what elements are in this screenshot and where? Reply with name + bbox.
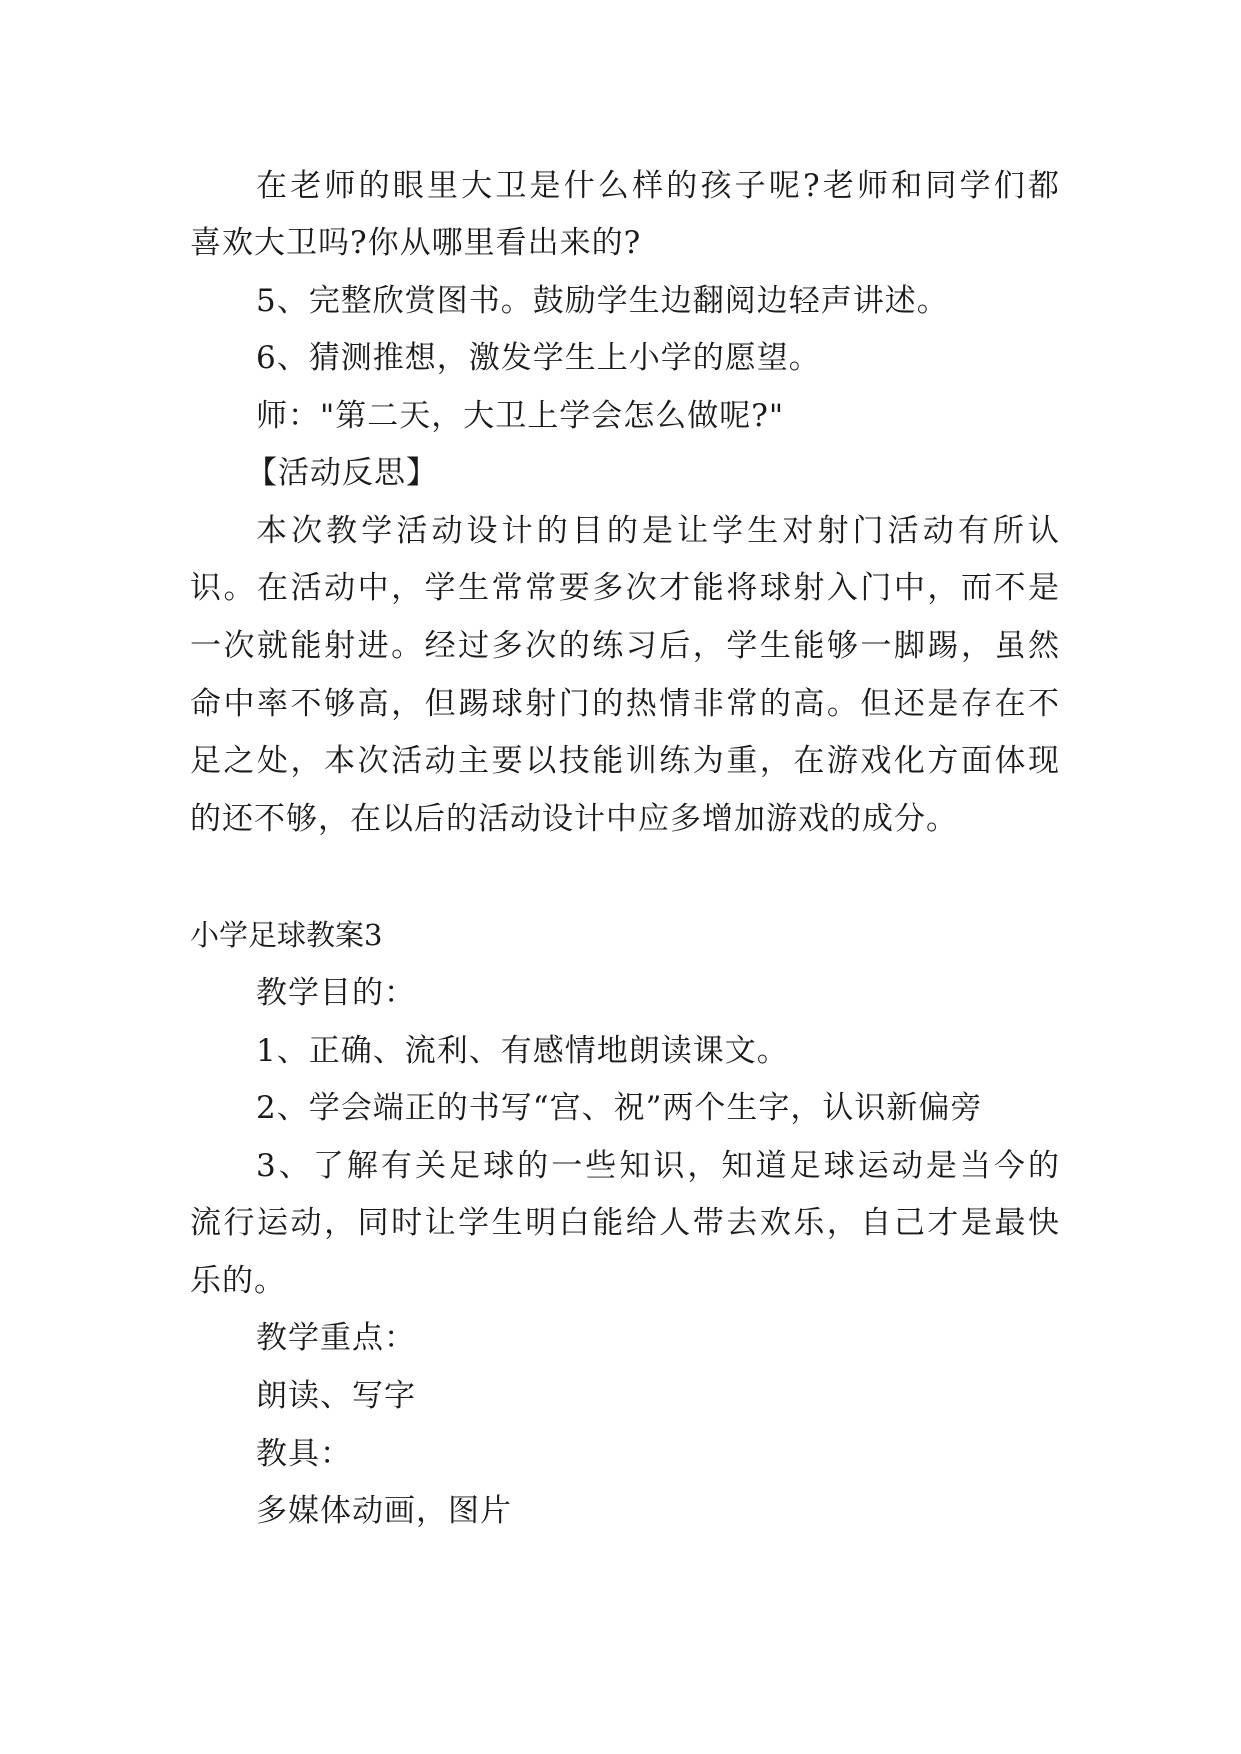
paragraph-line: 朗读、写字: [256, 1378, 416, 1414]
document-title: 小学足球教案3: [190, 918, 383, 952]
paragraph-line: 多媒体动画，图片: [256, 1493, 512, 1529]
paragraph-line: 的还不够，在以后的活动设计中应多增加游戏的成分。: [190, 801, 958, 837]
section-heading-reflection: 【活动反思】: [246, 455, 438, 491]
paragraph-line: 足之处，本次活动主要以技能训练为重，在游戏化方面体现: [190, 743, 1060, 779]
subheading-teaching-aids: 教具：: [256, 1436, 352, 1472]
paragraph-line: 本次教学活动设计的目的是让学生对射门活动有所认: [256, 513, 1060, 549]
paragraph-line: 乐的。: [190, 1263, 286, 1299]
list-item: 2、学会端正的书写“宫、祝”两个生字，认识新偏旁: [256, 1090, 983, 1126]
paragraph-line: 一次就能射进。经过多次的练习后，学生能够一脚踢，虽然: [190, 628, 1060, 664]
list-item: 3、了解有关足球的一些知识，知道足球运动是当今的: [256, 1148, 1060, 1184]
paragraph-line: 命中率不够高，但踢球射门的热情非常的高。但还是存在不: [190, 686, 1060, 722]
subheading-key-points: 教学重点：: [256, 1320, 416, 1356]
list-item: 1、正确、流利、有感情地朗读课文。: [256, 1033, 789, 1069]
list-item: 6、猜测推想，激发学生上小学的愿望。: [256, 340, 821, 376]
list-item: 5、完整欣赏图书。鼓励学生边翻阅边轻声讲述。: [256, 283, 949, 319]
paragraph-line: 在老师的眼里大卫是什么样的孩子呢?老师和同学们都: [256, 168, 1060, 204]
paragraph-line: 流行运动，同时让学生明白能给人带去欢乐，自己才是最快: [190, 1205, 1060, 1241]
dialogue-line: 师："第二天，大卫上学会怎么做呢?": [256, 398, 785, 434]
paragraph-line: 喜欢大卫吗?你从哪里看出来的?: [190, 225, 642, 261]
paragraph-line: 识。在活动中，学生常常要多次才能将球射入门中，而不是: [190, 570, 1060, 606]
subheading-teaching-goals: 教学目的：: [256, 975, 416, 1011]
